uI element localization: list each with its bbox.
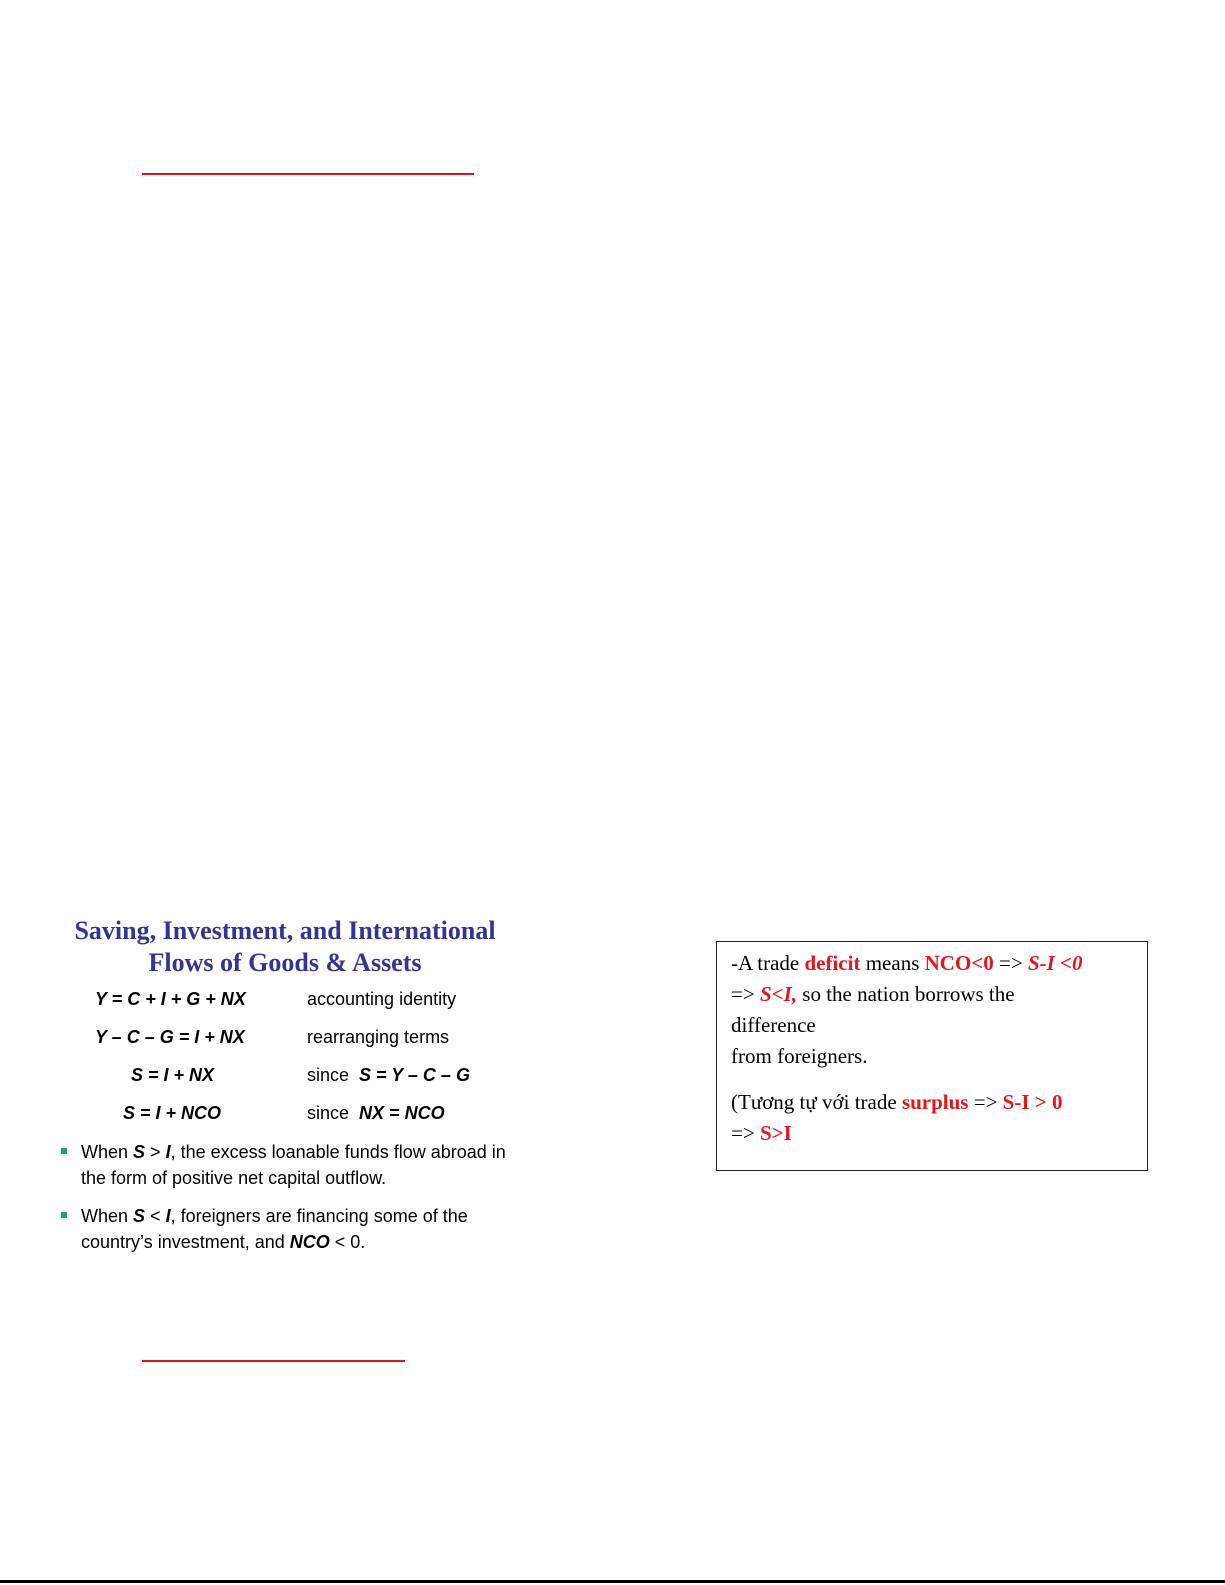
note-line: => S>I (731, 1121, 792, 1145)
note-line: from foreigners. (731, 1044, 868, 1068)
equation-note-formula: NX = NCO (359, 1103, 445, 1123)
slide-title (55, 915, 515, 979)
lecture-slide (55, 915, 525, 1260)
bullet-text: When S > I, the excess loanable funds flow abroad in the form of positive net capital outflow. (81, 1142, 506, 1188)
equation-left: Y – C – G = I + NX (95, 1027, 245, 1047)
bullet-text: When S < I, foreigners are financing some of the country’s investment, and NCO < 0. (81, 1206, 468, 1252)
equation-note-formula: S = Y – C – G (359, 1065, 470, 1085)
equation-note (307, 1064, 470, 1086)
equation-left: S = I + NCO (123, 1103, 222, 1123)
bottom-red-divider (142, 1360, 405, 1362)
note-line: difference (731, 1013, 816, 1037)
slide-title-line2: Flows of Goods & Assets (148, 948, 422, 977)
page-bottom-border (0, 1580, 1225, 1583)
equation-left: S = I + NX (131, 1065, 215, 1085)
slide-title-line1: Saving, Investment, and International (74, 916, 496, 945)
square-bullet-icon (61, 1148, 67, 1154)
equation-note-prefix: since (307, 1103, 350, 1123)
top-red-divider (142, 173, 474, 175)
equation-left: Y = C + I + G + NX (95, 989, 246, 1009)
note-line: (Tương tự với trade surplus => S-I > 0 (731, 1090, 1063, 1114)
equation-note (307, 1102, 445, 1124)
note-line: => S<I, so the nation borrows the (731, 982, 1015, 1006)
note-line: -A trade deficit means NCO<0 => S-I <0 (731, 951, 1083, 975)
square-bullet-icon (61, 1212, 67, 1218)
equation-note-prefix: since (307, 1065, 350, 1085)
explanation-note-box (716, 941, 1148, 1171)
equation-note: accounting identity (307, 989, 457, 1009)
equation-note: rearranging terms (307, 1027, 450, 1047)
